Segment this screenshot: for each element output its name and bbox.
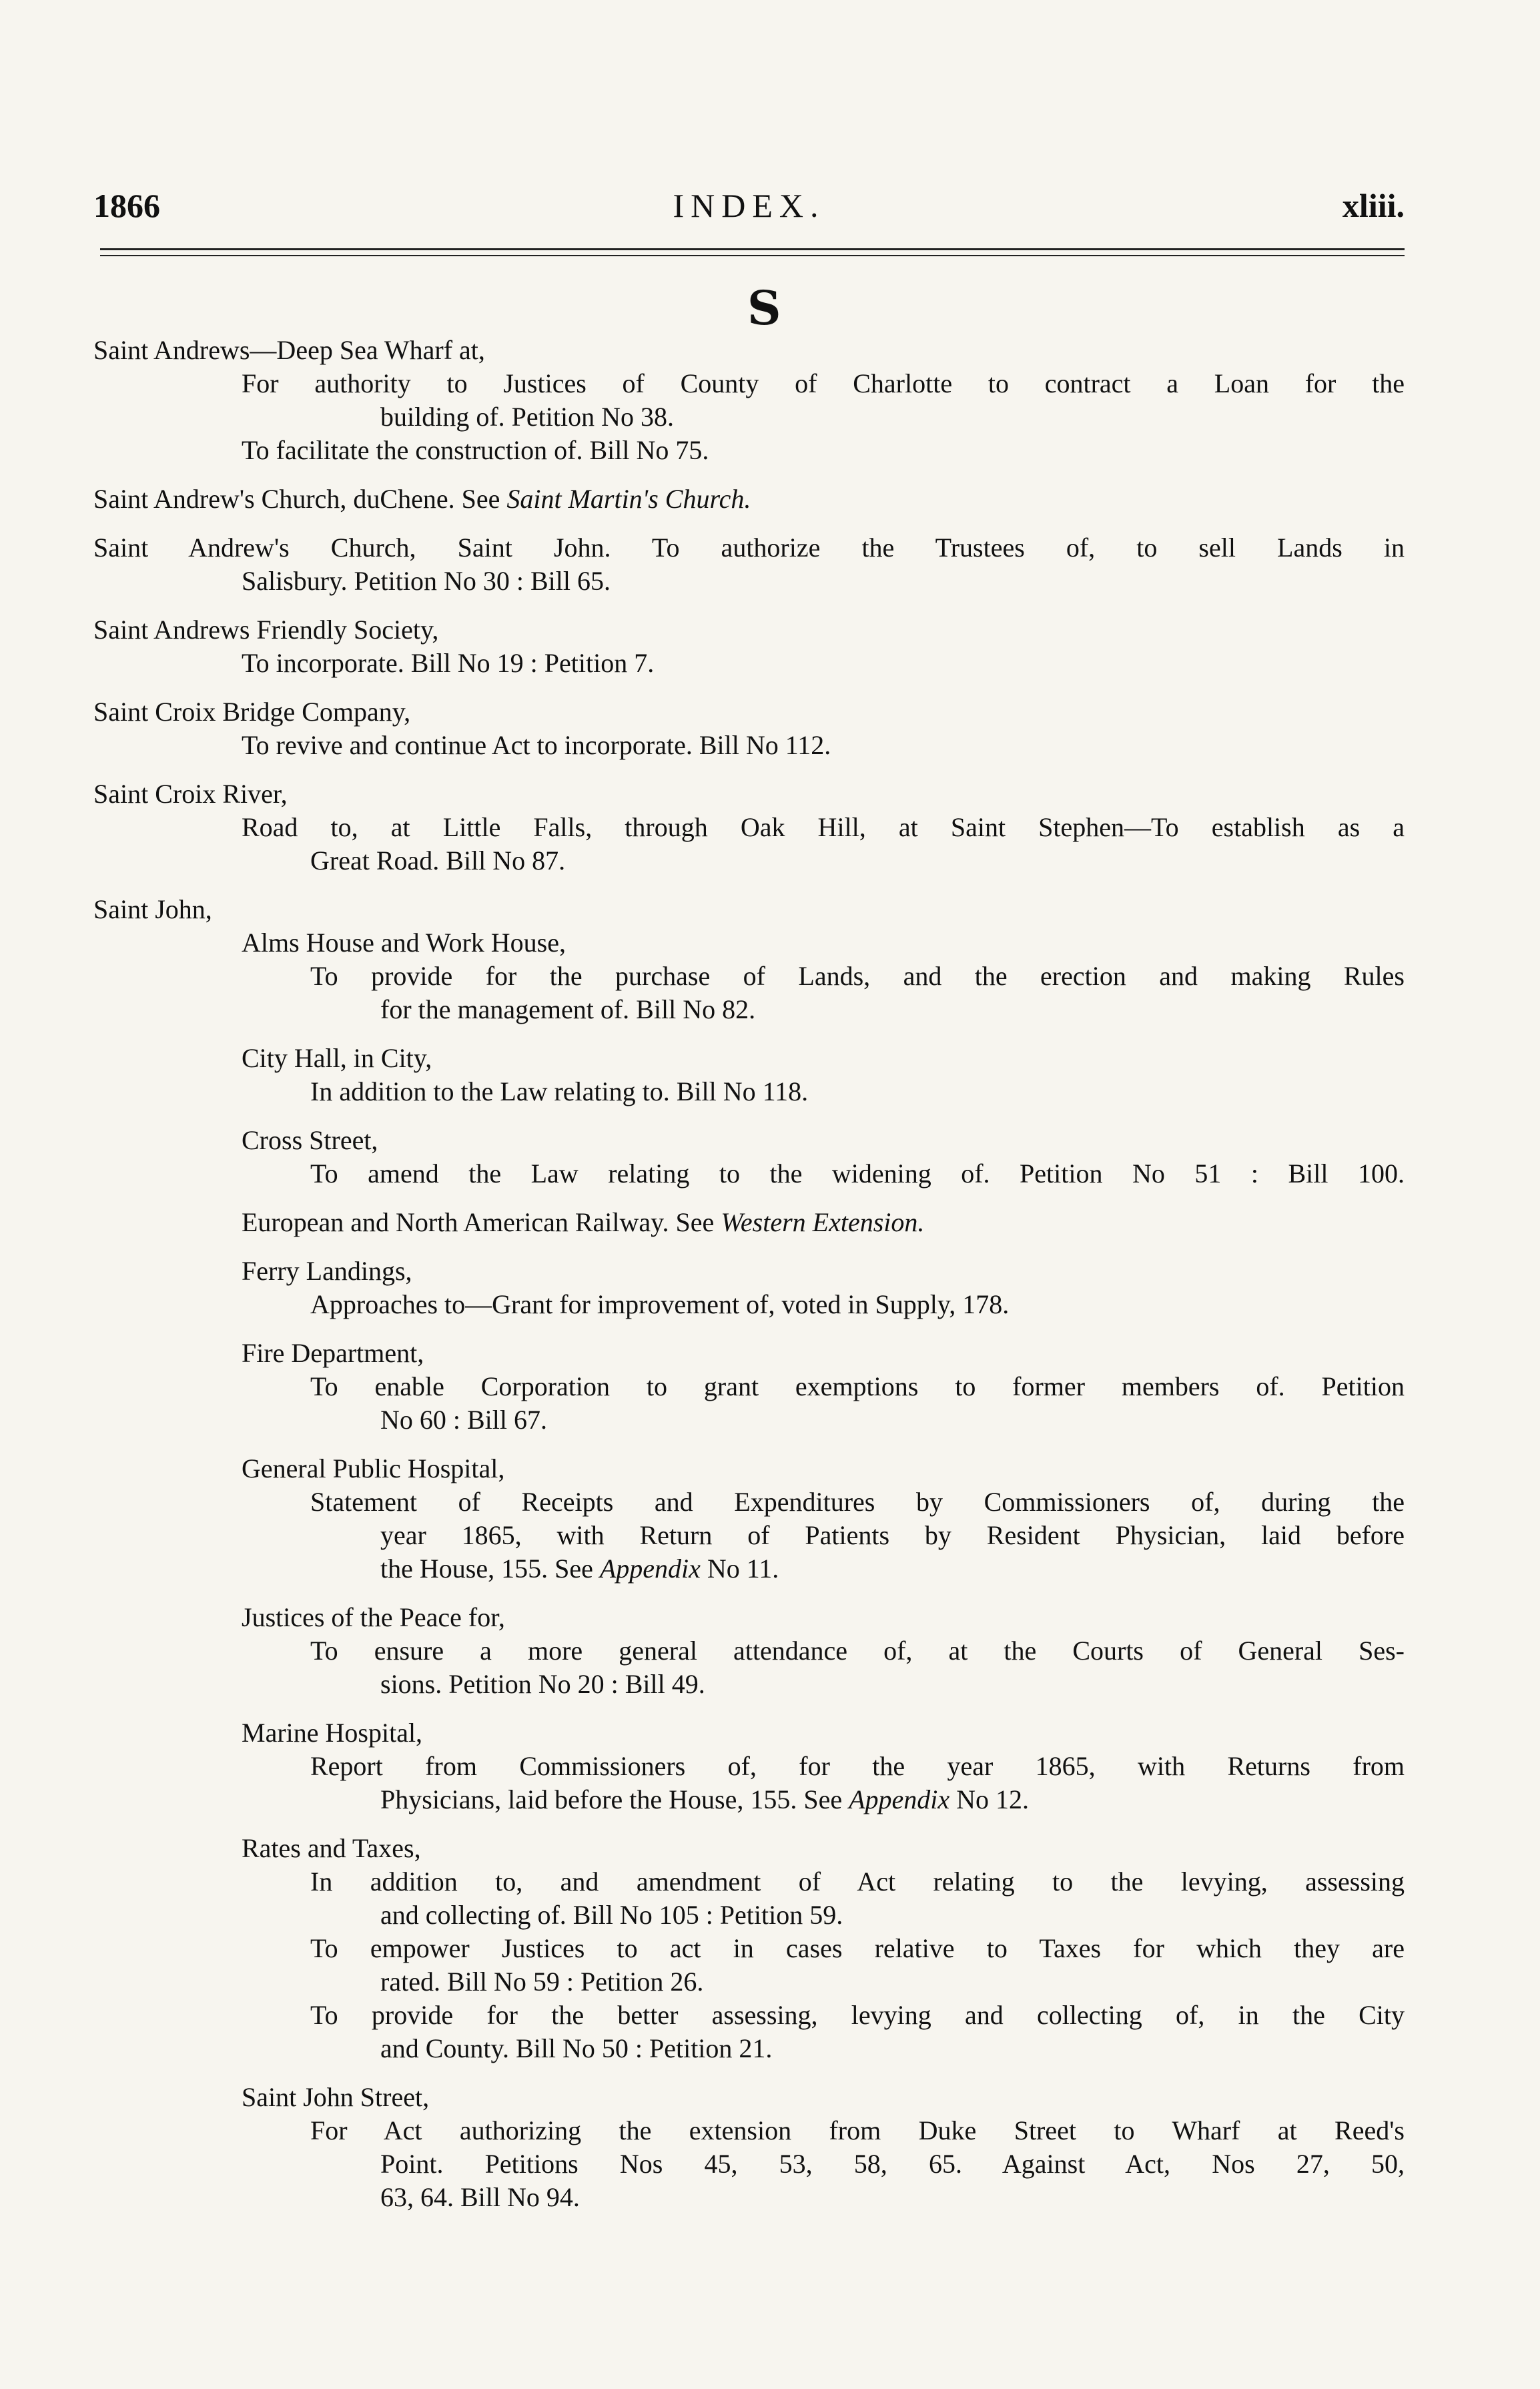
index-line-italic: Appendix [849,1784,950,1814]
header-title: INDEX. [673,187,825,224]
index-line-text: Point. Petitions Nos 45, 53, 58, 65. Against Act, Nos 27, 50, [380,2149,1405,2179]
index-line [93,1206,1405,1239]
index-line-text: Saint Andrews—Deep Sea Wharf at, [93,335,485,365]
index-line [93,1783,1405,1816]
index-entries [93,334,1405,2230]
index-line [93,1519,1405,1552]
index-line-text: Salisbury. Petition No 30 : Bill 65. [242,566,611,596]
index-line [93,1668,1405,1701]
index-line-italic: Saint Martin's Church. [506,484,751,514]
index-line [93,531,1405,565]
index-line [93,2114,1405,2147]
index-line-text: sions. Petition No 20 : Bill 49. [380,1669,705,1699]
index-line-text: For Act authorizing the extension from Duke Street to Wharf at Reed's [310,2115,1405,2145]
index-line [93,334,1405,367]
index-line [93,1999,1405,2032]
index-line-text: For authority to Justices of County of Charlotte to contract a Loan for the [242,368,1405,398]
index-line-text: To enable Corporation to grant exemptions to former members of. Petition [310,1371,1405,1401]
index-line-text: To facilitate the construction of. Bill No 75. [242,435,709,465]
index-line [93,2081,1405,2114]
index-line [93,1042,1405,1075]
index-line [93,1157,1405,1190]
index-line [93,1255,1405,1288]
index-line-text: To provide for the better assessing, levying and collecting of, in the City [310,2000,1405,2030]
index-line-text: European and North American Railway. See [242,1207,721,1237]
index-line [93,893,1405,926]
index-line-text: Saint Andrew's Church, Saint John. To authorize the Trustees of, to sell Lands in [93,533,1405,563]
index-line [93,1634,1405,1668]
index-line-suffix: No 12. [949,1784,1030,1814]
index-line [93,1899,1405,1932]
index-line-text: Marine Hospital, [242,1718,423,1748]
index-line [93,926,1405,960]
index-line [93,777,1405,811]
index-line [93,1750,1405,1783]
index-entry [93,531,1405,598]
index-line-text: Approaches to—Grant for improvement of, voted in Supply, 178. [310,1289,1010,1319]
index-line-text: Road to, at Little Falls, through Oak Hill, at Saint Stephen—To establish as a [242,812,1405,842]
index-line [93,2032,1405,2065]
index-line [93,400,1405,434]
index-line [93,1716,1405,1750]
index-line-text: Saint Croix River, [93,779,288,809]
index-line [93,993,1405,1026]
index-line-text: the House, 155. See [380,1554,600,1584]
index-line-text: City Hall, in City, [242,1043,432,1073]
index-line-italic: Appendix [599,1554,701,1584]
index-line-text: In addition to the Law relating to. Bill No 118. [310,1076,809,1106]
index-line [93,1075,1405,1108]
index-entry [93,1255,1405,1321]
index-entry [93,777,1405,878]
index-line-text: To provide for the purchase of Lands, and the erection and making Rules [310,961,1405,991]
header-year: 1866 [93,187,160,224]
index-line-text: Report from Commissioners of, for the year 1865, with Returns from [310,1751,1405,1781]
index-entry [93,1452,1405,1586]
index-line [93,1552,1405,1586]
index-line-text: Physicians, laid before the House, 155. See [380,1784,849,1814]
index-line [93,613,1405,647]
header-rule [100,248,1405,250]
index-line-text: Saint Andrews Friendly Society, [93,615,439,645]
index-line-text: No 60 : Bill 67. [380,1405,548,1435]
index-line-text: To ensure a more general attendance of, at the Courts of General Ses- [310,1636,1405,1666]
index-line-text: Fire Department, [242,1338,424,1368]
index-line [93,2147,1405,2181]
header-rule-secondary [100,255,1405,256]
index-line [93,1452,1405,1485]
index-line-text: Great Road. Bill No 87. [310,845,566,876]
index-line [93,1601,1405,1634]
index-line-text: year 1865, with Return of Patients by Resident Physician, laid before [380,1520,1405,1550]
index-line-text: Justices of the Peace for, [242,1602,505,1632]
index-entry [93,2081,1405,2214]
index-line [93,1965,1405,1999]
index-line [93,1932,1405,1965]
index-entry [93,1337,1405,1437]
index-entry [93,482,1405,516]
index-line-text: and County. Bill No 50 : Petition 21. [380,2033,773,2063]
index-line-text: Saint John Street, [242,2082,430,2112]
index-line-text: Ferry Landings, [242,1256,412,1286]
index-line-text: Saint Croix Bridge Company, [93,697,411,727]
header-page-number: xliii. [1342,187,1405,224]
index-line [93,1370,1405,1403]
index-line-italic: Western Extension. [721,1207,925,1237]
index-line-text: To incorporate. Bill No 19 : Petition 7. [242,648,655,678]
index-line [93,2181,1405,2214]
index-line [93,960,1405,993]
index-line [93,1865,1405,1899]
index-line [93,1485,1405,1519]
index-line [93,1124,1405,1157]
index-line [93,367,1405,400]
index-line [93,647,1405,680]
index-entry [93,1042,1405,1108]
section-letter: S [747,280,781,336]
index-line [93,729,1405,762]
index-entry [93,1124,1405,1190]
index-line-text: rated. Bill No 59 : Petition 26. [380,1967,704,1997]
index-entry [93,1832,1405,2065]
index-line-text: Statement of Receipts and Expenditures by Commissioners of, during the [310,1487,1405,1517]
index-line-text: 63, 64. Bill No 94. [380,2182,580,2212]
index-line-text: Rates and Taxes, [242,1833,421,1863]
index-line-text: Alms House and Work House, [242,928,566,958]
index-line [93,482,1405,516]
index-line-text: To amend the Law relating to the widening of. Petition No 51 : Bill 100. [310,1158,1405,1188]
index-line [93,565,1405,598]
index-line [93,1288,1405,1321]
index-line-text: building of. Petition No 38. [380,402,674,432]
page-header [93,179,1405,232]
index-line-suffix: No 11. [700,1554,779,1584]
index-line [93,1337,1405,1370]
index-line-text: Saint John, [93,894,212,924]
index-entry [93,893,1405,1026]
index-line-text: To revive and continue Act to incorporate. Bill No 112. [242,730,831,760]
index-line [93,844,1405,878]
index-entry [93,1206,1405,1239]
index-line-text: In addition to, and amendment of Act relating to the levying, assessing [310,1866,1405,1897]
index-line [93,434,1405,467]
index-line [93,1403,1405,1437]
index-entry [93,334,1405,467]
index-line-text: and collecting of. Bill No 105 : Petition 59. [380,1900,843,1930]
index-entry [93,613,1405,680]
index-entry [93,1601,1405,1701]
index-line-text: Saint Andrew's Church, duChene. See [93,484,507,514]
index-line-text: General Public Hospital, [242,1453,505,1483]
index-line-text: for the management of. Bill No 82. [380,994,756,1024]
index-line-text: To empower Justices to act in cases relative to Taxes for which they are [310,1933,1405,1963]
index-entry [93,1716,1405,1816]
index-line-text: Cross Street, [242,1125,378,1155]
index-line [93,695,1405,729]
index-line [93,811,1405,844]
index-line [93,1832,1405,1865]
index-entry [93,695,1405,762]
